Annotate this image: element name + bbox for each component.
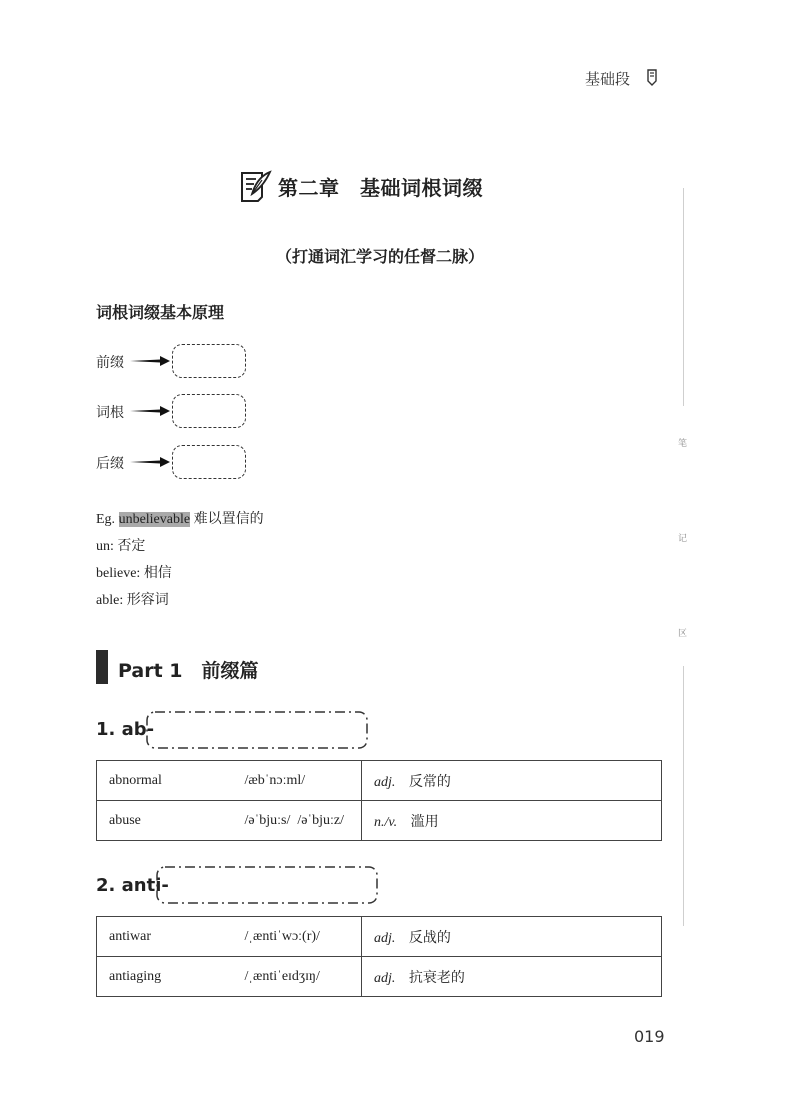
side-notes-line-top bbox=[683, 188, 684, 406]
suffix-label: 后缀 bbox=[96, 456, 124, 472]
vocab-table bbox=[96, 760, 662, 841]
phonetic: /ˌæntiˈwɔː(r)/ bbox=[244, 928, 320, 944]
definition-cell bbox=[362, 917, 662, 957]
example-part-meaning: 相信 bbox=[143, 565, 172, 581]
meaning: 抗衰老的 bbox=[408, 969, 465, 986]
side-notes-char: 区 bbox=[678, 629, 688, 639]
example-part-name: able: bbox=[96, 593, 124, 608]
part-title: Part 1 前缀篇 bbox=[118, 660, 259, 682]
side-notes-char: 笔 bbox=[678, 439, 688, 449]
phonetic: /æbˈnɔːml/ bbox=[244, 772, 306, 788]
meaning: 滥用 bbox=[410, 813, 439, 830]
side-notes-line-bottom bbox=[683, 666, 684, 926]
example-prefix: Eg. bbox=[96, 512, 116, 527]
arrow-right-icon bbox=[130, 405, 170, 417]
word-cell bbox=[97, 801, 362, 841]
word-cell bbox=[97, 917, 362, 957]
arrow-right-icon bbox=[130, 355, 170, 367]
chapter-heading bbox=[238, 168, 483, 204]
word: antiaging bbox=[109, 968, 162, 984]
prefix-blank-box bbox=[172, 344, 246, 378]
example-line bbox=[96, 508, 264, 528]
part-marker-bar bbox=[96, 650, 108, 684]
part-of-speech: n./v. bbox=[374, 814, 398, 830]
suffix-blank-box bbox=[172, 445, 246, 479]
page-number: 019 bbox=[634, 1027, 665, 1046]
meaning: 反战的 bbox=[408, 929, 451, 946]
phonetic: /əˈbjuːs/ /əˈbjuːz/ bbox=[244, 812, 345, 828]
table-row bbox=[97, 761, 662, 801]
example-part bbox=[96, 589, 169, 609]
meaning: 反常的 bbox=[408, 773, 451, 790]
definition-cell bbox=[362, 761, 662, 801]
example-part-meaning: 否定 bbox=[117, 538, 146, 554]
principles-heading: 词根词缀基本原理 bbox=[96, 303, 225, 322]
part-of-speech: adj. bbox=[374, 930, 396, 946]
prefix-heading: 2. anti- bbox=[96, 875, 169, 896]
definition-cell bbox=[362, 801, 662, 841]
word: antiwar bbox=[109, 928, 151, 944]
word-cell bbox=[97, 957, 362, 997]
example-part-name: believe: bbox=[96, 566, 141, 581]
table-row bbox=[97, 957, 662, 997]
word: abuse bbox=[109, 812, 141, 828]
example-part-name: un: bbox=[96, 539, 114, 554]
root-blank-box bbox=[172, 394, 246, 428]
prefix-label: 前缀 bbox=[96, 355, 124, 371]
phonetic: /ˌæntiˈeɪdʒɪŋ/ bbox=[244, 968, 320, 984]
pen-icon bbox=[645, 68, 659, 86]
example-word-meaning: 难以置信的 bbox=[193, 511, 264, 527]
table-row bbox=[97, 801, 662, 841]
prefix-heading: 1. ab- bbox=[96, 719, 155, 740]
notebook-quill-icon bbox=[238, 168, 274, 204]
chapter-subtitle: （打通词汇学习的任督二脉） bbox=[275, 247, 484, 266]
running-head: 基础段 bbox=[585, 70, 631, 88]
example-part-meaning: 形容词 bbox=[126, 592, 169, 608]
side-notes-char: 记 bbox=[678, 534, 688, 544]
part-of-speech: adj. bbox=[374, 970, 396, 986]
definition-cell bbox=[362, 957, 662, 997]
example-part bbox=[96, 535, 145, 555]
prefix-blank-box bbox=[156, 866, 378, 904]
table-row bbox=[97, 917, 662, 957]
root-label: 词根 bbox=[96, 405, 124, 421]
word: abnormal bbox=[109, 772, 162, 788]
chapter-title: 第二章 基础词根词缀 bbox=[278, 175, 483, 200]
example-word: unbelievable bbox=[118, 512, 191, 527]
example-part bbox=[96, 562, 172, 582]
word-cell bbox=[97, 761, 362, 801]
prefix-blank-box bbox=[146, 711, 368, 749]
arrow-right-icon bbox=[130, 456, 170, 468]
vocab-table bbox=[96, 916, 662, 997]
part-of-speech: adj. bbox=[374, 774, 396, 790]
